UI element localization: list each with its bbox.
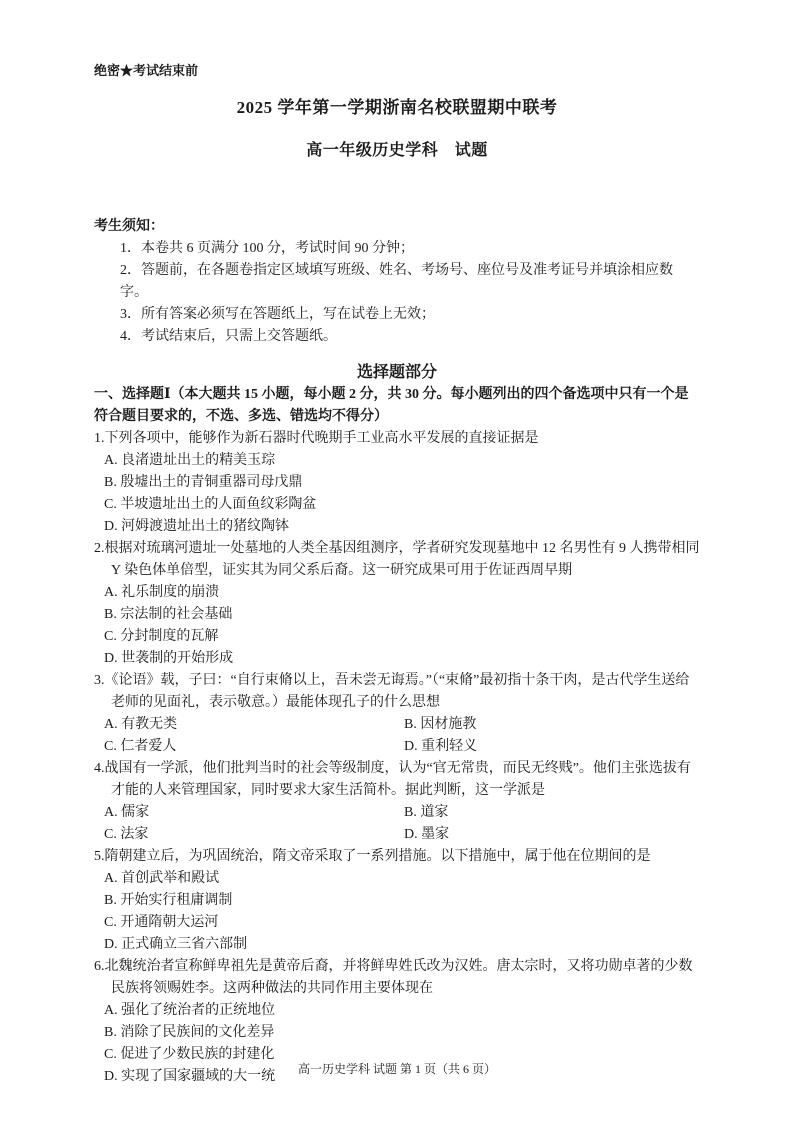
question-1-option-d: D. 河姆渡遗址出土的猪纹陶钵 — [104, 519, 290, 534]
exam-subtitle: 高一年级历史学科 试题 — [306, 142, 488, 159]
notice-item-4: 4．考试结束后，只需上交答题纸。 — [120, 329, 337, 344]
notice-item-3: 3．所有答案必须写在答题纸上，写在试卷上无效； — [120, 307, 435, 322]
question-5-option-a: A. 首创武举和殿试 — [104, 871, 220, 886]
question-6-option-d: D. 实现了国家疆域的大一统 — [104, 1069, 276, 1084]
question-1-options — [104, 450, 700, 538]
question-2-option-c: C. 分封制度的瓦解 — [104, 629, 219, 644]
question-1 — [94, 428, 700, 538]
notice-item-1: 1．本卷共 6 页满分 100 分，考试时间 90 分钟； — [120, 241, 414, 256]
secrecy-label: 绝密★考试结束前 — [94, 63, 199, 78]
question-4-option-c: C. 法家 — [104, 827, 149, 842]
question-4-option-a: A. 儒家 — [104, 805, 150, 820]
notice-item-2: 2．答题前，在各题卷指定区域填写班级、姓名、考场号、座位号及准考证号并填涂相应数字。 — [120, 263, 673, 300]
question-5-option-d: D. 正式确立三省六部制 — [104, 937, 248, 952]
question-3-option-c: C. 仁者爱人 — [104, 739, 177, 754]
question-3 — [94, 670, 700, 758]
question-1-option-c: C. 半坡遗址出土的人面鱼纹彩陶盆 — [104, 497, 317, 512]
question-1-stem: 1.下列各项中，能够作为新石器时代晚期手工业高水平发展的直接证据是 — [94, 431, 539, 446]
question-4-options — [104, 802, 700, 846]
question-2-options — [104, 582, 700, 670]
question-3-stem: 3.《论语》载，子曰：“自行束脩以上，吾未尝无诲焉。”（“束脩”最初指十条干肉，是古代学生送给老师的见面礼，表示敬意。）最能体现孔子的什么思想 — [94, 673, 690, 710]
question-4 — [94, 758, 700, 846]
question-2-option-b: B. 宗法制的社会基础 — [104, 607, 233, 622]
question-6-option-c: C. 促进了少数民族的封建化 — [104, 1047, 275, 1062]
question-1-option-a: A. 良渚遗址出土的精美玉琮 — [104, 453, 276, 468]
question-3-options — [104, 714, 700, 758]
question-3-option-b: B. 因材施教 — [404, 717, 477, 732]
question-6-option-b: B. 消除了民族间的文化差异 — [104, 1025, 275, 1040]
question-5-option-b: B. 开始实行租庸调制 — [104, 893, 233, 908]
section-heading: 选择题部分 — [356, 364, 437, 381]
question-6-option-a: A. 强化了统治者的正统地位 — [104, 1003, 276, 1018]
section-intro: 一、选择题Ⅰ（本大题共 15 小题，每小题 2 分，共 30 分。每小题列出的四个备选项中只有一个是符合题目要求的，不选、多选、错选均不得分） — [94, 387, 689, 424]
question-2-stem: 2.根据对琉璃河遗址一处墓地的人类全基因组测序，学者研究发现墓地中 12 名男性有 9 人携带相同 Y 染色体单倍型，证实其为同父系后裔。这一研究成果可用于佐证西周早期 — [94, 541, 700, 578]
question-5-stem: 5.隋朝建立后，为巩固统治，隋文帝采取了一系列措施。以下措施中，属于他在位期间的是 — [94, 849, 651, 864]
question-2-option-a: A. 礼乐制度的崩溃 — [104, 585, 220, 600]
question-6-stem: 6.北魏统治者宣称鲜卑祖先是黄帝后裔，并将鲜卑姓氏改为汉姓。唐太宗时，又将功勋卓著的少数民族将领赐姓李。这两种做法的共同作用主要体现在 — [94, 959, 693, 996]
question-4-option-d: D. 墨家 — [404, 827, 450, 842]
question-2 — [94, 538, 700, 670]
question-4-stem: 4.战国有一学派，他们批判当时的社会等级制度，认为“官无常贵，而民无终贱”。他们主张选拔有才能的人来管理国家，同时要求大家生活简朴。据此判断，这一学派是 — [94, 761, 691, 798]
candidate-notice — [94, 216, 700, 348]
question-1-option-b: B. 殷墟出土的青铜重器司母戊鼎 — [104, 475, 303, 490]
question-4-option-b: B. 道家 — [404, 805, 449, 820]
exam-title: 2025 学年第一学期浙南名校联盟期中联考 — [236, 98, 558, 117]
question-2-option-d: D. 世袭制的开始形成 — [104, 651, 234, 666]
question-5-option-c: C. 开通隋朝大运河 — [104, 915, 219, 930]
question-3-option-d: D. 重利轻义 — [404, 739, 478, 754]
page-footer: 高一历史学科 试题 第 1 页（共 6 页） — [297, 1062, 496, 1076]
notice-heading: 考生须知： — [94, 219, 164, 234]
question-5 — [94, 846, 700, 956]
question-5-options — [104, 868, 700, 956]
question-3-option-a: A. 有教无类 — [104, 717, 178, 732]
